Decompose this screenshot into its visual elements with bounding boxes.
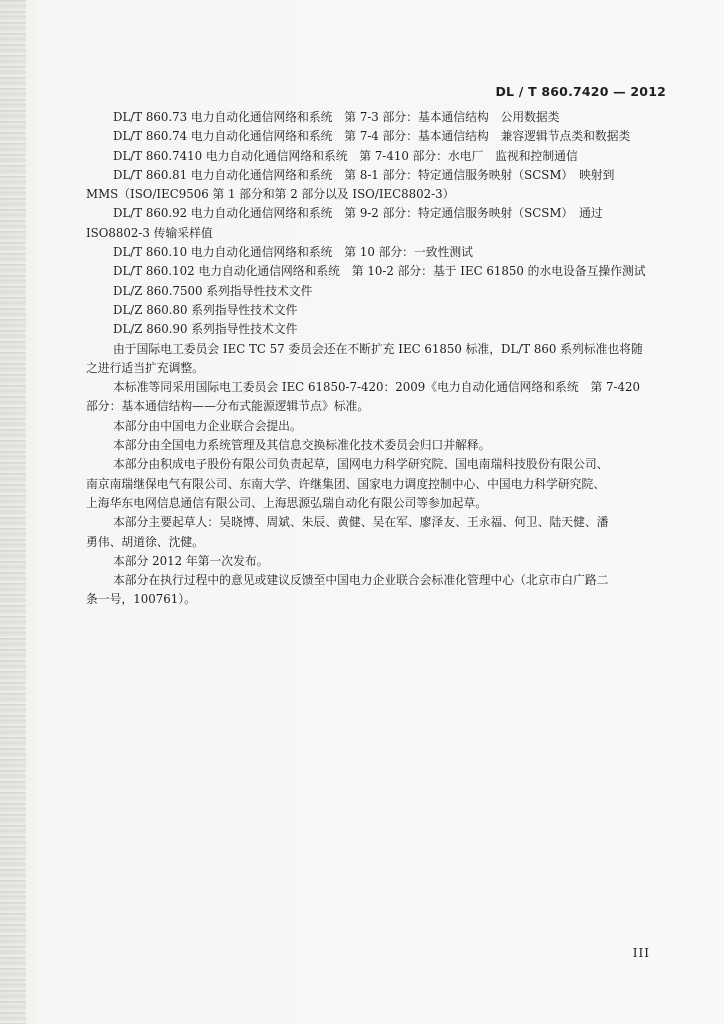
text-line: ISO8802-3 传输采样值	[86, 225, 213, 240]
text-line: DL/T 860.102 电力自动化通信网络和系统 第 10-2 部分：基于 IEC 61850 的水电设备互操作测试	[113, 264, 646, 279]
text-line: 南京南瑞继保电气有限公司、东南大学、许继集团、国家电力调度控制中心、中国电力科学研究院、	[86, 476, 606, 491]
text-line: DL/Z 860.80 系列指导性技术文件	[113, 302, 298, 317]
text-line: 条一号，100761）。	[86, 592, 196, 607]
text-line: DL/T 860.10 电力自动化通信网络和系统 第 10 部分：一致性测试	[113, 245, 473, 260]
text-line: DL/T 860.73 电力自动化通信网络和系统 第 7-3 部分：基本通信结构 公用数据类	[113, 110, 560, 124]
body-text	[86, 108, 664, 610]
text-line: 之进行适当扩充调整。	[86, 360, 204, 375]
text-line: DL/T 860.7410 电力自动化通信网络和系统 第 7-410 部分：水电厂 监视和控制通信	[113, 148, 578, 163]
text-line: 本标准等同采用国际电工委员会 IEC 61850-7-420：2009《电力自动化通信网络和系统 第 7-420	[113, 380, 641, 395]
text-line: 勇伟、胡道徐、沈健。	[86, 534, 204, 549]
text-line: DL/T 860.92 电力自动化通信网络和系统 第 9-2 部分：特定通信服务映射（SCSM） 通过	[113, 206, 603, 221]
text-line: 本部分由全国电力系统管理及其信息交换标准化技术委员会归口并解释。	[113, 438, 491, 453]
text-line: 本部分由积成电子股份有限公司负责起草，国网电力科学研究院、国电南瑞科技股份有限公司、	[113, 457, 609, 472]
text-line: DL/T 860.81 电力自动化通信网络和系统 第 8-1 部分：特定通信服务映射（SCSM） 映射到	[113, 167, 615, 182]
text-line: 本部分在执行过程中的意见或建议反馈至中国电力企业联合会标准化管理中心（北京市白广路二	[113, 573, 609, 588]
page-number: III	[632, 946, 650, 960]
text-line: 本部分主要起草人：吴晓博、周斌、朱辰、黄健、吴在军、廖泽友、王永福、何卫、陆天健、潘	[113, 515, 609, 530]
text-line: DL/Z 860.7500 系列指导性技术文件	[113, 283, 313, 298]
text-line: 上海华东电网信息通信有限公司、上海思源弘瑞自动化有限公司等参加起草。	[86, 495, 488, 510]
text-line: 本部分 2012 年第一次发布。	[113, 553, 269, 568]
text-line: 由于国际电工委员会 IEC TC 57 委员会还在不断扩充 IEC 61850 标准，DL/T 860 系列标准也将随	[113, 341, 643, 356]
text-line: MMS（ISO/IEC9506 第 1 部分和第 2 部分以及 ISO/IEC8802-3）	[86, 187, 455, 202]
text-line: DL/T 860.74 电力自动化通信网络和系统 第 7-4 部分：基本通信结构 兼容逻辑节点类和数据类	[113, 129, 631, 144]
standard-number-header: DL / T 860.7420 — 2012	[495, 84, 666, 99]
text-line: 本部分由中国电力企业联合会提出。	[113, 418, 302, 433]
text-line: 部分：基本通信结构——分布式能源逻辑节点》标准。	[86, 399, 370, 414]
scan-edge-noise	[0, 0, 26, 1024]
text-line: DL/Z 860.90 系列指导性技术文件	[113, 322, 298, 337]
